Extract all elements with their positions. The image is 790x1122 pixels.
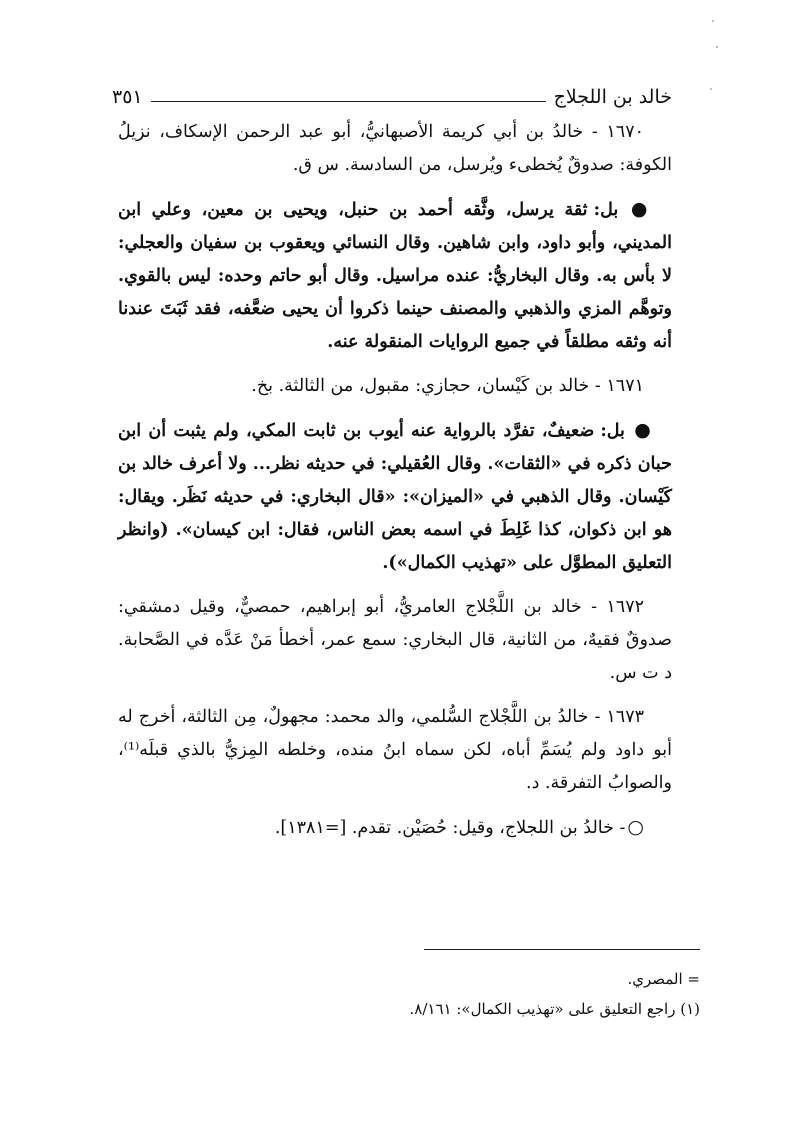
- footnotes: [118, 964, 700, 1024]
- page-header: [112, 78, 672, 108]
- footnote-rule: [424, 949, 700, 950]
- scan-speck: [716, 46, 718, 48]
- entry-1673: ١٦٧٣ - خالدُ بن اللَّجْلاج السُّلمي، والد محمد: مجهولٌ، مِن الثالثة، أخرج له أبو داود ولم يُسَمِّ أباه، لكن سماه ابنُ منده، وخلطه المِزيُّ بالذي قبلَه⁽¹⁾، والصوابُ التفرقة. د.: [118, 707, 672, 793]
- entry-1671: ١٦٧١ - خالد بن كَيْسان، حجازي: مقبول، من الثالثة. بخ.: [251, 376, 644, 396]
- running-title: خالد بن اللجلاج: [553, 86, 672, 108]
- header-rule: [151, 101, 546, 102]
- bullet-icon: ●: [634, 419, 653, 441]
- scan-speck: [710, 88, 712, 90]
- note-1670: ● بل: ثقة يرسل، وثَّقه أحمد بن حنبل، ويحيى بن معين، وعلي ابن المديني، وأبو داود، وابن شاهين. وقال النسائي ويعقوب بن سفيان والعجلي: لا بأس به. وقال البخاريُّ: عنده مراسيل. وقال أبو حاتم وحده: ليس بالقوي. وتوهَّم المزي والذهبي والمصنف حينما ذكروا أن يحيى ضعَّفه، فقد ثَبَتَ عندنا أنه وثقه مطلقاً في جميع الروايات المنقولة عنه.: [118, 198, 672, 352]
- note-1671: ● بل: ضعيفٌ، تفرَّد بالرواية عنه أيوب بن ثابت المكي، ولم يثبت أن ابن حبان ذكره في «الثقات». وقال العُقيلي: في حديثه نظر... ولا أعرف خالد بن كَيْسان. وقال الذهبي في «الميزان»: «قال البخاري: في حديثه نَظَر. ويقال: هو ابن ذكوان، كذا غَلِطَ في اسمه بعض الناس، فقال: ابن كيسان». (وانظر التعليق المطوَّل على «تهذيب الكمال»).: [118, 419, 672, 573]
- entry-1672: ١٦٧٢ - خالد بن اللَّجْلاج العامريُّ، أبو إبراهيم، حمصيٌّ، وقيل دمشقي: صدوقٌ فقيهٌ، من الثانية، قال البخاري: سمع عمر، أخطأ مَنْ عَدَّه في الصَّحابة. د ت س.: [118, 597, 672, 683]
- footnote-1: (١) راجع التعليق على «تهذيب الكمال»: ٨/١٦١.: [409, 1000, 700, 1018]
- bullet-icon: ●: [630, 198, 652, 220]
- scan-speck: [712, 20, 714, 22]
- circle-marker-icon: ○: [627, 816, 644, 838]
- entry-1670: ١٦٧٠ - خالدُ بن أبي كريمة الأصبهانيُّ، أبو عبد الرحمن الإسكاف، نزيلُ الكوفة: صدوقٌ يُخطىء ويُرسل، من السادسة. س ق.: [118, 122, 672, 175]
- page-body: [118, 116, 672, 856]
- cross-reference-1381: ○- خالدُ بن اللجلاج، وقيل: حُصَيْن. تقدم. [=١٣٨١].: [274, 816, 644, 838]
- footnote-continuation: = المصري.: [627, 970, 700, 988]
- page-number: ٣٥١: [112, 86, 143, 108]
